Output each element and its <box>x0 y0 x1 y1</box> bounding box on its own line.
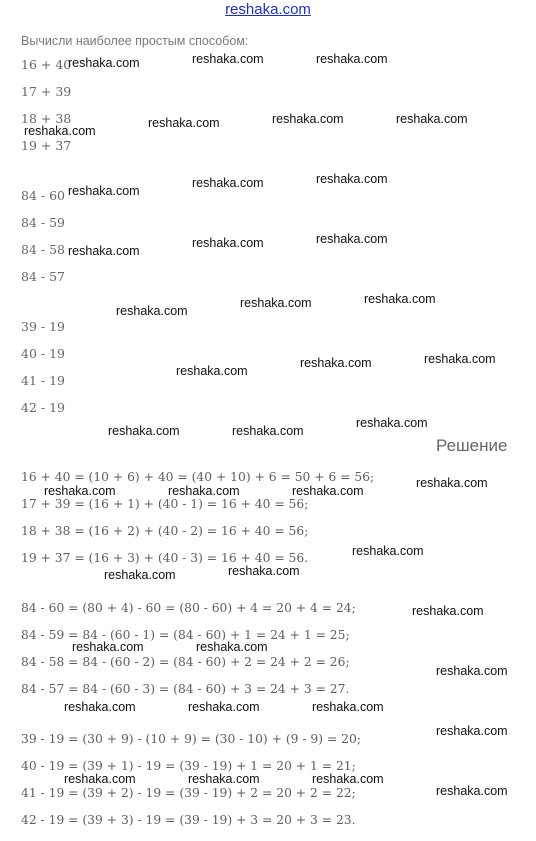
watermark: reshaka.com <box>188 772 260 786</box>
solution-line: 16 + 40 = (10 + 6) + 40 = (40 + 10) + 6 = 50 + 6 = 56; <box>21 470 375 484</box>
watermark: reshaka.com <box>396 112 468 126</box>
watermark: reshaka.com <box>240 296 312 310</box>
watermark: reshaka.com <box>104 568 176 582</box>
watermark: reshaka.com <box>196 640 268 654</box>
watermark: reshaka.com <box>436 784 508 798</box>
solution-line: 84 - 59 = 84 - (60 - 1) = (84 - 60) + 1 = 24 + 1 = 25; <box>21 628 350 642</box>
watermark: reshaka.com <box>232 424 304 438</box>
watermark: reshaka.com <box>300 356 372 370</box>
watermark: reshaka.com <box>272 112 344 126</box>
exercise: 84 - 57 <box>21 269 65 284</box>
watermark: reshaka.com <box>192 176 264 190</box>
watermark: reshaka.com <box>68 244 140 258</box>
watermark: reshaka.com <box>64 700 136 714</box>
solution-line: 17 + 39 = (16 + 1) + (40 - 1) = 16 + 40 = 56; <box>21 497 309 511</box>
solution-line: 84 - 58 = 84 - (60 - 2) = (84 - 60) + 2 = 24 + 2 = 26; <box>21 655 350 669</box>
exercise: 39 - 19 <box>21 319 65 334</box>
watermark: reshaka.com <box>24 124 96 138</box>
watermark: reshaka.com <box>416 476 488 490</box>
watermark: reshaka.com <box>148 116 220 130</box>
watermark: reshaka.com <box>312 772 384 786</box>
exercise: 17 + 39 <box>21 84 72 99</box>
site-link[interactable]: reshaka.com <box>225 1 311 18</box>
watermark: reshaka.com <box>436 724 508 738</box>
watermark: reshaka.com <box>68 184 140 198</box>
watermark: reshaka.com <box>228 564 300 578</box>
solution-line: 19 + 37 = (16 + 3) + (40 - 3) = 16 + 40 = 56. <box>21 551 309 565</box>
watermark: reshaka.com <box>168 484 240 498</box>
task-instruction: Вычисли наиболее простым способом: <box>21 34 249 48</box>
solution-line: 42 - 19 = (39 + 3) - 19 = (39 - 19) + 3 = 20 + 3 = 23. <box>21 813 356 827</box>
watermark: reshaka.com <box>356 416 428 430</box>
watermark: reshaka.com <box>424 352 496 366</box>
exercise: 84 - 59 <box>21 215 65 230</box>
watermark: reshaka.com <box>352 544 424 558</box>
solution-line: 84 - 60 = (80 + 4) - 60 = (80 - 60) + 4 = 20 + 4 = 24; <box>21 601 356 615</box>
watermark: reshaka.com <box>316 172 388 186</box>
solution-line: 41 - 19 = (39 + 2) - 19 = (39 - 19) + 2 = 20 + 2 = 22; <box>21 786 356 800</box>
watermark: reshaka.com <box>188 700 260 714</box>
solution-line: 18 + 38 = (16 + 2) + (40 - 2) = 16 + 40 = 56; <box>21 524 309 538</box>
watermark: reshaka.com <box>412 604 484 618</box>
watermark: reshaka.com <box>64 772 136 786</box>
watermark: reshaka.com <box>312 700 384 714</box>
watermark: reshaka.com <box>72 640 144 654</box>
watermark: reshaka.com <box>44 484 116 498</box>
watermark: reshaka.com <box>192 52 264 66</box>
solution-line: 40 - 19 = (39 + 1) - 19 = (39 - 19) + 1 = 20 + 1 = 21; <box>21 759 356 773</box>
watermark: reshaka.com <box>192 236 264 250</box>
watermark: reshaka.com <box>364 292 436 306</box>
solution-line: 84 - 57 = 84 - (60 - 3) = (84 - 60) + 3 = 24 + 3 = 27. <box>21 682 350 696</box>
watermark: reshaka.com <box>108 424 180 438</box>
exercise: 84 - 60 <box>21 188 65 203</box>
watermark: reshaka.com <box>116 304 188 318</box>
watermark: reshaka.com <box>68 56 140 70</box>
watermark: reshaka.com <box>292 484 364 498</box>
exercise: 42 - 19 <box>21 400 65 415</box>
solution-line: 39 - 19 = (30 + 9) - (10 + 9) = (30 - 10) + (9 - 9) = 20; <box>21 732 361 746</box>
watermark: reshaka.com <box>316 52 388 66</box>
solution-heading: Решение <box>436 436 508 455</box>
exercise: 41 - 19 <box>21 373 65 388</box>
watermark: reshaka.com <box>176 364 248 378</box>
exercise: 19 + 37 <box>21 138 72 153</box>
exercise: 18 + 38 <box>21 111 72 126</box>
exercise: 16 + 40 <box>21 57 72 72</box>
exercise: 40 - 19 <box>21 346 65 361</box>
watermark: reshaka.com <box>316 232 388 246</box>
watermark: reshaka.com <box>436 664 508 678</box>
exercise: 84 - 58 <box>21 242 65 257</box>
